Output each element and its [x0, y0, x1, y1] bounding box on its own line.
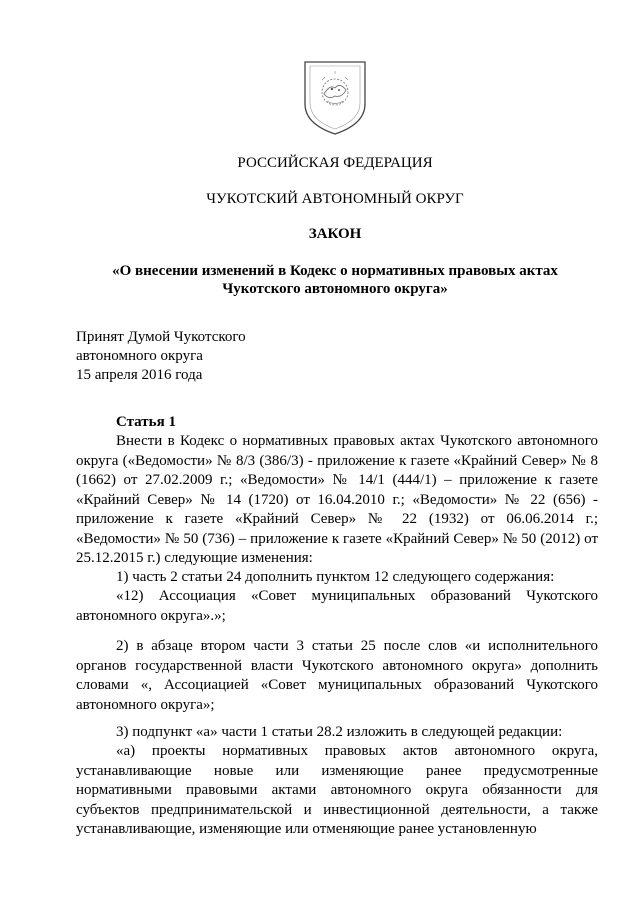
- country-name: РОССИЙСКАЯ ФЕДЕРАЦИЯ: [237, 155, 433, 171]
- item-3-text-paragraph: «а) проекты нормативных правовых актов автономного округа, устанавливающие новые или изменяющие ранее предусмотренные нормативными правовыми актами автономного округа обязанности для субъектов предпринимательской и инвестиционной деятельности, а также устанавливающие, изменяющие или отменяющие ранее установленную: [76, 743, 598, 837]
- law-title-line-2: Чукотского автономного округа»: [222, 281, 448, 297]
- coat-of-arms-emblem: [302, 60, 368, 136]
- adoption-line-1: Принят Думой Чукотского: [76, 329, 246, 345]
- law-title-line-1: «О внесении изменений в Кодекс о нормативных правовых актах: [112, 263, 558, 279]
- article-heading: Статья 1: [116, 414, 176, 430]
- region-name: ЧУКОТСКИЙ АВТОНОМНЫЙ ОКРУГ: [206, 191, 464, 207]
- item-2-paragraph: 2) в абзаце втором части 3 статьи 25 после слов «и исполнительного органов государственной власти Чукотского автономного округа» дополнить словами «, Ассоциацией «Совет муниципальных образований Чукотского автономного округа»;: [76, 638, 598, 713]
- item-1-paragraph: 1) часть 2 статьи 24 дополнить пунктом 12 следующего содержания:: [116, 569, 555, 585]
- item-3-paragraph: 3) подпункт «а» части 1 статьи 28.2 изложить в следующей редакции:: [116, 724, 563, 740]
- item-1-text-paragraph: «12) Ассоциация «Совет муниципальных образований Чукотского автономного округа».»;: [76, 588, 598, 624]
- document-type: ЗАКОН: [308, 226, 362, 242]
- adoption-line-2: автономного округа: [76, 348, 203, 364]
- adoption-date: 15 апреля 2016 года: [76, 367, 203, 383]
- article-intro-paragraph: Внести в Кодекс о нормативных правовых актах Чукотского автономного округа («Ведомости» № 8/3 (386/3) - приложение к газете «Крайний Север» № 8 (1662) от 27.02.2009 г.; «Ведомости» № 14/1 (444/1) – приложение к газете «Крайний Север» № 14 (1720) от 16.04.2010 г.; «Ведомости» № 22 (656) - приложение к газете «Крайний Север» № 22 (1932) от 06.06.2014 г.; «Ведомости» № 50 (736) – приложение к газете «Крайний Север» № 50 (2012) от 25.12.2015 г.) следующие изменения:: [76, 433, 598, 566]
